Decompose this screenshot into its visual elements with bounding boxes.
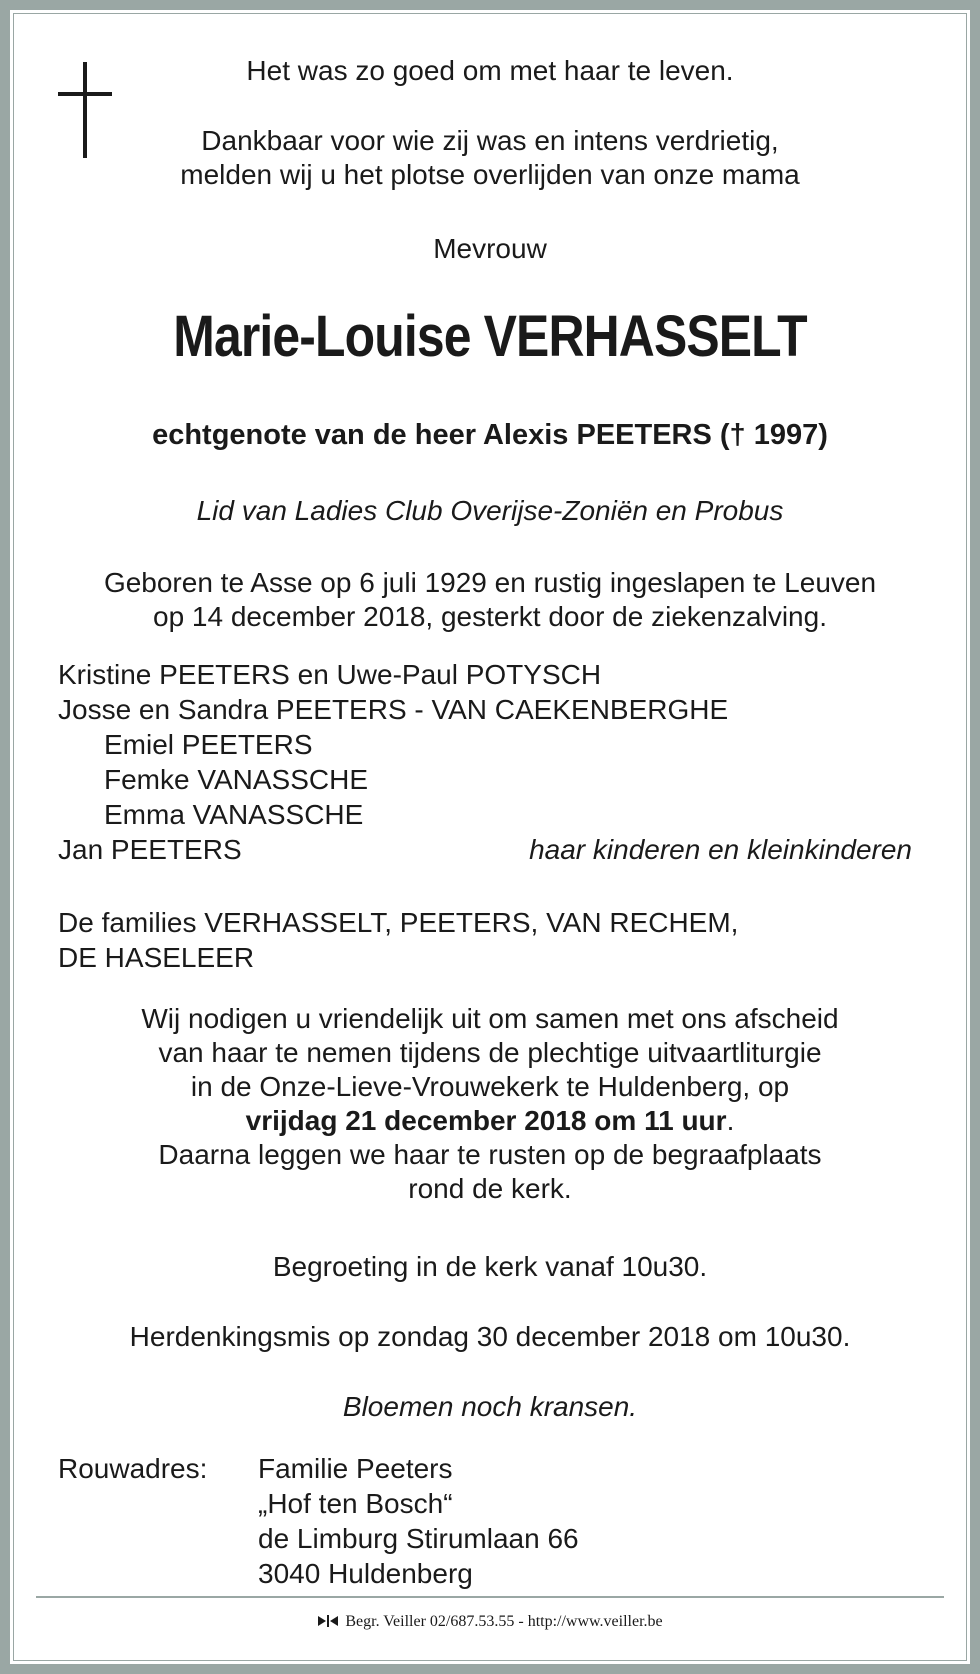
grandchild-1: Emiel PEETERS <box>104 729 313 760</box>
birth-line-2: op 14 december 2018, gesterkt door de ziekenzalving. <box>153 601 827 632</box>
address-line-1: Familie Peeters <box>258 1453 453 1484</box>
birth-line-1: Geboren te Asse op 6 juli 1929 en rustig ingeslapen te Leuven <box>103 567 877 598</box>
memorial-mass-line: Herdenkingsmis op zondag 30 december 2018 om 10u30. <box>129 1321 851 1352</box>
funeral-date: vrijdag 21 december 2018 om 11 uur <box>245 1105 727 1136</box>
spouse-line: echtgenote van de heer Alexis PEETERS († 1997) <box>152 419 828 451</box>
greeting-line: Begroeting in de kerk vanaf 10u30. <box>272 1251 708 1282</box>
address-line-4: 3040 Huldenberg <box>258 1558 473 1589</box>
footer-divider <box>36 1596 944 1598</box>
invitation-line-3: in de Onze-Lieve-Vrouwekerk te Huldenberg, op <box>190 1071 790 1102</box>
grandchild-3: Emma VANASSCHE <box>104 799 364 830</box>
child-1: Kristine PEETERS en Uwe-Paul POTYSCH <box>58 659 602 690</box>
address-label: Rouwadres: <box>58 1453 208 1484</box>
funeral-home-logo-icon <box>317 1613 339 1635</box>
relation-label: haar kinderen en kleinkinderen <box>529 834 912 865</box>
deceased-name: Marie-Louise VERHASSELT <box>173 304 807 369</box>
cross-horizontal <box>58 92 112 96</box>
invitation-line-5: Daarna leggen we haar te rusten op de begraafplaats <box>158 1139 822 1170</box>
flowers-line: Bloemen noch kransen. <box>342 1391 638 1422</box>
intro-line-2: Dankbaar voor wie zij was en intens verdrietig, <box>201 125 779 156</box>
grandchild-2: Femke VANASSCHE <box>104 764 368 795</box>
address-line-3: de Limburg Stirumlaan 66 <box>258 1523 579 1554</box>
title: Mevrouw <box>433 233 547 264</box>
child-2: Josse en Sandra PEETERS - VAN CAEKENBERGHE <box>58 694 729 725</box>
intro-line-1: Het was zo goed om met haar te leven. <box>246 55 734 86</box>
invitation-line-1: Wij nodigen u vriendelijk uit om samen met ons afscheid <box>141 1003 839 1034</box>
footer <box>0 1612 980 1635</box>
families-line-1: De families VERHASSELT, PEETERS, VAN RECHEM, <box>58 907 739 938</box>
invitation-line-6: rond de kerk. <box>408 1173 572 1204</box>
invitation-line-2: van haar te nemen tijdens de plechtige uitvaartliturgie <box>158 1037 822 1068</box>
invitation-date-line <box>0 1104 980 1138</box>
families-line-2: DE HASELEER <box>58 942 255 973</box>
membership-line: Lid van Ladies Club Overijse-Zoniën en Probus <box>196 495 784 526</box>
footer-text: Begr. Veiller 02/687.53.55 - http://www.veiller.be <box>345 1613 663 1630</box>
child-3: Jan PEETERS <box>58 834 242 865</box>
date-period: . <box>726 1105 735 1136</box>
address-line-2: „Hof ten Bosch“ <box>258 1488 453 1519</box>
intro-line-3: melden wij u het plotse overlijden van onze mama <box>180 159 800 190</box>
